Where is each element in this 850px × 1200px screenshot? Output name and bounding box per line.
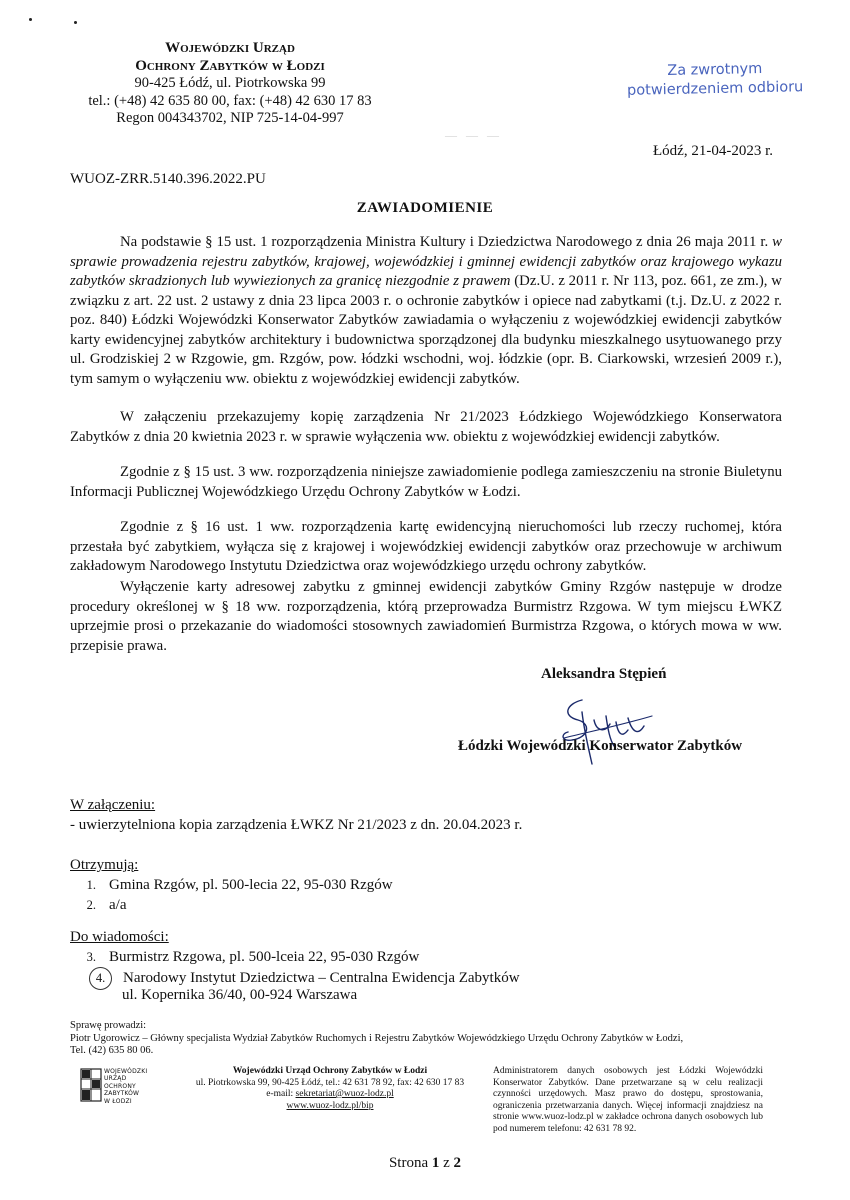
office-logo-text: WOJEWÓDZKI URZĄD OCHRONY ZABYTKÓW W ŁODZI xyxy=(104,1068,148,1105)
list-item xyxy=(66,877,393,894)
paragraph-4: Zgodnie z § 16 ust. 1 ww. rozporządzenia kartę ewidencyjną nieruchomości lub rzeczy ruchomej, która przestała być zabytkiem, wyłącza się z krajowej i wojewódzkiej ewidencji zabytków oraz przechowuje w archiwum zakładowym Narodowego Instytutu Dziedzictwa oraz wojewódzkiego urzędu ochrony zabytków. xyxy=(70,519,782,574)
paragraph-1 xyxy=(70,233,782,389)
list-text: Burmistrz Rzgowa, pl. 500-lceia 22, 95-030 Rzgów xyxy=(109,949,420,965)
document-date: Łódź, 21-04-2023 r. xyxy=(653,143,773,159)
scan-mark-dot xyxy=(29,18,32,21)
office-name-line1: Wojewódzki Urząd xyxy=(165,40,295,56)
footer-org-name: Wojewódzki Urząd Ochrony Zabytków w Łodzi xyxy=(232,1066,428,1076)
stamp-line2: potwierdzeniem odbioru xyxy=(626,79,804,99)
list-text: Narodowy Instytut Dziedzictwa – Centralna Ewidencja Zabytków xyxy=(123,970,520,986)
list-text-continued: ul. Kopernika 36/40, 00-924 Warszawa xyxy=(122,987,358,1003)
footer-contact xyxy=(165,1066,495,1112)
list-number: 3. xyxy=(86,950,96,964)
case-handler-line1: Piotr Ugorowicz – Główny specjalista Wydział Zabytków Ruchomych i Rejestru Zabytków Wojewódzkiego Urzędu Ochrony Zabytków w Łodzi, xyxy=(70,1032,684,1044)
paragraph-5: Wyłączenie karty adresowej zabytku z gminnej ewidencji zabytków Gminy Rzgów następuje w drodze procedury określonej w § 18 ww. rozporządzenia, którą przeprowadza Burmistrz Rzgowa. W tym miejscu ŁWKZ uprzejmie prosi o przekazanie do wiadomości stosownych zawiadomień Burmistrza Rzgowa, o których mowa w ww. przepisie prawa. xyxy=(70,579,782,654)
regulation-title: w sprawie prowadzenia rejestru zabytków, krajowej, wojewódzkiej i gminnej ewidencji zabytków oraz krajowego wykazu zabytków skradzionych lub wywiezionych za granicę niezgodnie z prawem xyxy=(70,234,782,289)
return-receipt-stamp xyxy=(610,59,821,101)
footer-email-line: e-mail: sekretariat@wuoz-lodz.pl xyxy=(266,1089,394,1099)
document-title: ZAWIADOMIENIE xyxy=(356,200,494,216)
circled-list-number: 4. xyxy=(89,967,112,990)
faint-mark: — — — xyxy=(445,128,502,142)
case-reference: WUOZ-ZRR.5140.396.2022.PU xyxy=(70,171,266,187)
info-label: Do wiadomości: xyxy=(70,929,169,945)
paragraph-1-intro: Na podstawie § 15 ust. 1 rozporządzenia Ministra Kultury i Dziedzictwa Narodowego z dnia 26 maja 2011 r. xyxy=(120,234,773,250)
list-text: a/a xyxy=(109,897,127,913)
office-logo-mark xyxy=(77,1065,105,1105)
footer-address: ul. Piotrkowska 99, 90-425 Łódź, tel.: 42 631 78 92, fax: 42 630 17 83 xyxy=(195,1077,465,1088)
office-name-line2: Ochrony Zabytków w Łodzi xyxy=(135,57,325,74)
scan-mark-dot xyxy=(74,21,77,24)
letterhead xyxy=(60,40,400,128)
paragraph-2: W załączeniu przekazujemy kopię zarządzenia Nr 21/2023 Łódzkiego Wojewódzkiego Konserwatora Zabytków z dnia 20 kwietnia 2023 r. w sprawie wyłączenia ww. obiektu z wojewódzkiej ewidencji zabytków. xyxy=(70,409,782,445)
list-item xyxy=(66,897,126,914)
list-number: 1. xyxy=(86,878,96,892)
office-address: 90-425 Łódź, ul. Piotrkowska 99 xyxy=(134,75,326,91)
page-number: Strona 1 z 2 xyxy=(388,1155,462,1171)
case-handler-label: Sprawę prowadzi: xyxy=(70,1020,147,1031)
attachment-item: - uwierzytelniona kopia zarządzenia ŁWKZ Nr 21/2023 z dn. 20.04.2023 r. xyxy=(70,817,523,833)
list-number: 2. xyxy=(86,898,96,912)
paragraph-1-rest: (Dz.U. z 2011 r. Nr 113, poz. 661, ze zm.), w związku z art. 22 ust. 2 ustawy z dnia 23 lipca 2003 r. o ochronie zabytków i opiece nad zabytkami (t.j. Dz.U. z 2022 r. poz. 840) Łódzki Wojewódzki Konserwator Zabytków zawiadamia o wyłączeniu z wojewódzkiej ewidencji zabytków karty ewidencyjnej zabytków architektury i budownictwa sporządzonej dla budynku mieszkalnego usytuowanego przy ul. Grodziskiej 2 w Rzgowie, gm. Rzgów, pow. łódzki wschodni, woj. łódzkie (opr. B. Ciarkowski, wrzesień 2009 r.), tym samym o wyłączeniu ww. obiektu z wojewódzkiej ewidencji zabytków. xyxy=(70,273,782,387)
attachments-label: W załączeniu: xyxy=(70,797,156,813)
footer-web-link[interactable]: www.wuoz-lodz.pl/bip xyxy=(286,1100,374,1111)
case-handler-line2: Tel. (42) 635 80 06. xyxy=(70,1045,154,1056)
list-text: Gmina Rzgów, pl. 500-lecia 22, 95-030 Rzgów xyxy=(109,877,393,893)
list-item xyxy=(66,949,419,966)
office-phone: tel.: (+48) 42 635 80 00, fax: (+48) 42 630 17 83 xyxy=(88,92,372,109)
signer-name: Aleksandra Stępień xyxy=(541,666,667,682)
office-regon: Regon 004343702, NIP 725-14-04-997 xyxy=(116,110,344,126)
page-current: 1 xyxy=(431,1155,440,1171)
case-handler xyxy=(70,1020,800,1058)
handwritten-signature xyxy=(548,690,668,770)
page-total: 2 xyxy=(453,1155,462,1171)
stamp-line1: Za zwrotnym xyxy=(667,61,763,79)
recipients-label: Otrzymują: xyxy=(70,857,139,873)
footer-email-link[interactable]: sekretariat@wuoz-lodz.pl xyxy=(295,1089,394,1099)
office-logo xyxy=(77,1065,172,1113)
signer-title: Łódzki Wojewódzki Konserwator Zabytków xyxy=(458,738,743,754)
paragraph-3: Zgodnie z § 15 ust. 3 ww. rozporządzenia niniejsze zawiadomienie podlega zamieszczeniu na stronie Biuletynu Informacji Publicznej Wojewódzkiego Urzędu Ochrony Zabytków w Łodzi. xyxy=(70,464,782,500)
privacy-notice: Administratorem danych osobowych jest Łódzki Wojewódzki Konserwator Zabytków. Dane przetwarzane są w celu realizacji czynności urzędowych. Masz prawo do dostępu, sprostowania, ograniczenia przetwarzania danych. Więcej informacji znajdziesz na stronie www.wuoz-lodz.pl w zakładce ochrona danych osobowych lub pod numerem telefonu: 42 631 78 92. xyxy=(493,1066,763,1134)
